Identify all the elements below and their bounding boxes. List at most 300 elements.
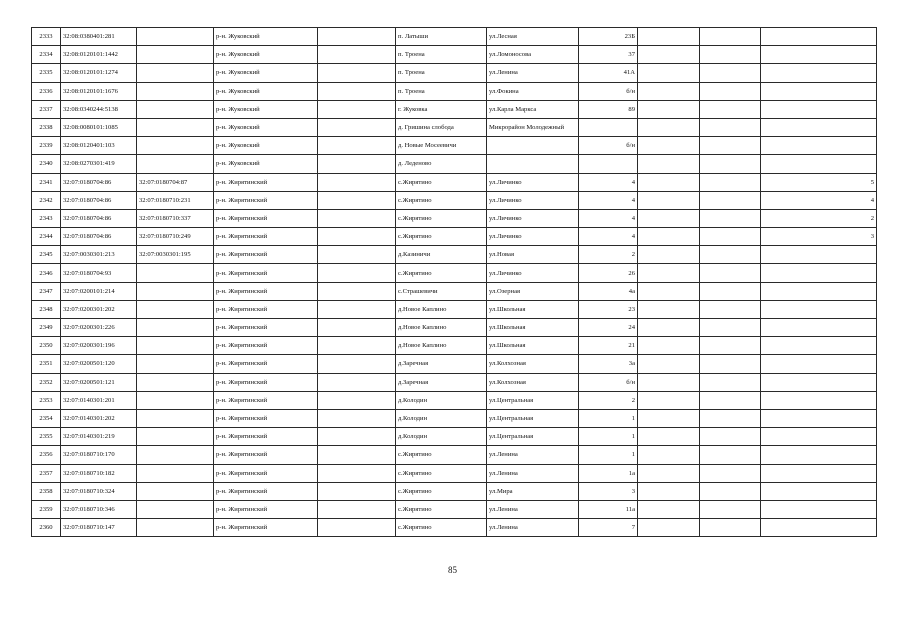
cell-cadastral-number: 32:07:0200501:120: [61, 355, 137, 373]
cell-locality-blank: [318, 428, 396, 446]
table-row: [32, 191, 877, 209]
cell-row-index: 2358: [32, 482, 61, 500]
cell-locality-blank: [318, 391, 396, 409]
cell-settlement: д.Колодин: [396, 428, 487, 446]
cell-street: [487, 137, 579, 155]
cell-cadastral-number: 32:08:0270301:419: [61, 155, 137, 173]
cell-house-number: 2: [579, 246, 638, 264]
cell-cadastral-number-2: [137, 446, 214, 464]
cell-street: ул.Личинко: [487, 173, 579, 191]
cell-cadastral-number: 32:08:0340244:5138: [61, 100, 137, 118]
cell-cadastral-number-2: [137, 100, 214, 118]
cell-district: р-н. Жирятинский: [214, 355, 318, 373]
cell-cadastral-number-2: [137, 300, 214, 318]
cell-locality-blank: [318, 409, 396, 427]
cell-house-number: 1: [579, 409, 638, 427]
table-row: [32, 282, 877, 300]
registry-table: [31, 27, 877, 537]
table-row: [32, 337, 877, 355]
cell-house-number: б/н: [579, 82, 638, 100]
cell-locality-blank: [318, 337, 396, 355]
cell-row-index: 2348: [32, 300, 61, 318]
cell-street: ул.Колхозная: [487, 355, 579, 373]
table-row: [32, 209, 877, 227]
cell-cadastral-number-2: 32:07:0180710:231: [137, 191, 214, 209]
cell-settlement: д.Колодин: [396, 391, 487, 409]
cell-settlement: д.Заречная: [396, 355, 487, 373]
cell-cadastral-number-2: [137, 500, 214, 518]
cell-settlement: с.Жирятино: [396, 191, 487, 209]
cell-street: ул.Озерная: [487, 282, 579, 300]
cell-locality-blank: [318, 64, 396, 82]
cell-district: р-н. Жирятинский: [214, 482, 318, 500]
cell-extra-2: [700, 409, 761, 427]
cell-extra-1: [638, 118, 700, 136]
cell-row-index: 2351: [32, 355, 61, 373]
cell-settlement: д. Новые Мосеевичи: [396, 137, 487, 155]
table-row: [32, 118, 877, 136]
cell-locality-blank: [318, 46, 396, 64]
cell-extra-2: [700, 464, 761, 482]
cell-street: ул.Центральная: [487, 428, 579, 446]
cell-row-index: 2360: [32, 519, 61, 537]
cell-street: ул.Ленина: [487, 500, 579, 518]
cell-house-number: 1: [579, 446, 638, 464]
cell-district: р-н. Жирятинский: [214, 228, 318, 246]
cell-cadastral-number-2: [137, 264, 214, 282]
cell-settlement: с.Жирятино: [396, 228, 487, 246]
cell-house-number: 37: [579, 46, 638, 64]
cell-locality-blank: [318, 155, 396, 173]
cell-extra-2: [700, 137, 761, 155]
cell-locality-blank: [318, 464, 396, 482]
table-row: [32, 228, 877, 246]
cell-cadastral-number-2: 32:07:0180710:337: [137, 209, 214, 227]
cell-extra-3: [761, 319, 877, 337]
cell-house-number: 3а: [579, 355, 638, 373]
cell-district: р-н. Жуковский: [214, 82, 318, 100]
cell-extra-1: [638, 228, 700, 246]
cell-house-number: 1: [579, 428, 638, 446]
cell-row-index: 2346: [32, 264, 61, 282]
cell-extra-2: [700, 246, 761, 264]
cell-settlement: д.Казиничи: [396, 246, 487, 264]
cell-extra-3: [761, 46, 877, 64]
cell-extra-3: [761, 28, 877, 46]
cell-house-number: 4: [579, 228, 638, 246]
cell-extra-2: [700, 282, 761, 300]
cell-street: ул.Карла Маркса: [487, 100, 579, 118]
cell-locality-blank: [318, 82, 396, 100]
table-row: [32, 355, 877, 373]
cell-locality-blank: [318, 118, 396, 136]
cell-house-number: [579, 118, 638, 136]
cell-house-number: 4а: [579, 282, 638, 300]
cell-cadastral-number: 32:07:0180710:147: [61, 519, 137, 537]
cell-row-index: 2333: [32, 28, 61, 46]
cell-district: р-н. Жирятинский: [214, 428, 318, 446]
cell-locality-blank: [318, 100, 396, 118]
table-row: [32, 246, 877, 264]
cell-row-index: 2339: [32, 137, 61, 155]
cell-cadastral-number-2: [137, 137, 214, 155]
cell-extra-1: [638, 100, 700, 118]
cell-cadastral-number: 32:07:0180704:86: [61, 228, 137, 246]
table-row: [32, 428, 877, 446]
cell-house-number: 7: [579, 519, 638, 537]
table-row: [32, 173, 877, 191]
cell-extra-1: [638, 464, 700, 482]
cell-cadastral-number-2: [137, 482, 214, 500]
cell-settlement: с.Жирятино: [396, 500, 487, 518]
cell-row-index: 2338: [32, 118, 61, 136]
cell-cadastral-number: 32:07:0200301:202: [61, 300, 137, 318]
table-row: [32, 464, 877, 482]
cell-extra-2: [700, 391, 761, 409]
cell-settlement: с.Жирятино: [396, 464, 487, 482]
cell-cadastral-number: 32:07:0200501:121: [61, 373, 137, 391]
cell-settlement: г. Жуковка: [396, 100, 487, 118]
cell-extra-2: [700, 319, 761, 337]
cell-cadastral-number-2: [137, 464, 214, 482]
cell-extra-3: [761, 355, 877, 373]
cell-extra-2: [700, 337, 761, 355]
cell-district: р-н. Жирятинский: [214, 246, 318, 264]
cell-street: ул.Ленина: [487, 64, 579, 82]
cell-settlement: п. Троена: [396, 64, 487, 82]
cell-extra-3: [761, 428, 877, 446]
cell-cadastral-number: 32:07:0180710:324: [61, 482, 137, 500]
cell-extra-3: [761, 373, 877, 391]
cell-extra-1: [638, 319, 700, 337]
cell-street: ул.Центральная: [487, 409, 579, 427]
cell-house-number: 41А: [579, 64, 638, 82]
cell-settlement: д.Новое Каплино: [396, 300, 487, 318]
cell-cadastral-number-2: [137, 519, 214, 537]
cell-extra-1: [638, 82, 700, 100]
cell-row-index: 2341: [32, 173, 61, 191]
cell-house-number: 23Б: [579, 28, 638, 46]
cell-cadastral-number: 32:07:0180704:86: [61, 173, 137, 191]
cell-district: р-н. Жирятинский: [214, 446, 318, 464]
cell-street: ул.Личинко: [487, 228, 579, 246]
cell-extra-2: [700, 46, 761, 64]
table-row: [32, 482, 877, 500]
cell-cadastral-number: 32:07:0200301:196: [61, 337, 137, 355]
table-row: [32, 519, 877, 537]
cell-locality-blank: [318, 228, 396, 246]
cell-locality-blank: [318, 519, 396, 537]
cell-street: ул.Личинко: [487, 264, 579, 282]
cell-locality-blank: [318, 246, 396, 264]
cell-cadastral-number-2: 32:07:0030301:195: [137, 246, 214, 264]
cell-cadastral-number: 32:07:0180710:346: [61, 500, 137, 518]
cell-cadastral-number: 32:07:0030301:213: [61, 246, 137, 264]
page-number: 85: [448, 565, 457, 575]
cell-cadastral-number-2: [137, 319, 214, 337]
cell-cadastral-number: 32:08:0120101:1274: [61, 64, 137, 82]
cell-extra-1: [638, 300, 700, 318]
cell-district: р-н. Жуковский: [214, 64, 318, 82]
cell-district: р-н. Жирятинский: [214, 464, 318, 482]
cell-settlement: д.Заречная: [396, 373, 487, 391]
cell-row-index: 2347: [32, 282, 61, 300]
cell-cadastral-number: 32:07:0140301:201: [61, 391, 137, 409]
cell-district: р-н. Жирятинский: [214, 191, 318, 209]
cell-extra-1: [638, 409, 700, 427]
cell-row-index: 2335: [32, 64, 61, 82]
cell-locality-blank: [318, 264, 396, 282]
cell-cadastral-number-2: 32:07:0180704:87: [137, 173, 214, 191]
cell-row-index: 2334: [32, 46, 61, 64]
cell-street: ул.Лесная: [487, 28, 579, 46]
cell-locality-blank: [318, 482, 396, 500]
cell-cadastral-number-2: [137, 155, 214, 173]
cell-settlement: с.Жирятино: [396, 173, 487, 191]
cell-extra-2: [700, 228, 761, 246]
cell-extra-3: [761, 337, 877, 355]
cell-district: р-н. Жирятинский: [214, 409, 318, 427]
cell-cadastral-number: 32:08:0120101:1676: [61, 82, 137, 100]
cell-cadastral-number: 32:08:0080101:1085: [61, 118, 137, 136]
table-row: [32, 82, 877, 100]
cell-extra-3: 3: [761, 228, 877, 246]
cell-extra-1: [638, 519, 700, 537]
cell-settlement: д.Новое Каплино: [396, 337, 487, 355]
cell-locality-blank: [318, 209, 396, 227]
cell-extra-1: [638, 173, 700, 191]
cell-cadastral-number: 32:07:0140301:219: [61, 428, 137, 446]
cell-row-index: 2340: [32, 155, 61, 173]
cell-extra-3: [761, 519, 877, 537]
cell-locality-blank: [318, 500, 396, 518]
cell-extra-3: [761, 464, 877, 482]
cell-extra-3: [761, 282, 877, 300]
cell-settlement: п. Латыши: [396, 28, 487, 46]
cell-extra-1: [638, 500, 700, 518]
cell-extra-3: [761, 137, 877, 155]
cell-cadastral-number-2: [137, 391, 214, 409]
cell-extra-2: [700, 28, 761, 46]
cell-extra-2: [700, 373, 761, 391]
cell-cadastral-number-2: 32:07:0180710:249: [137, 228, 214, 246]
cell-extra-1: [638, 264, 700, 282]
cell-street: ул.Мира: [487, 482, 579, 500]
cell-cadastral-number-2: [137, 28, 214, 46]
cell-extra-3: [761, 446, 877, 464]
cell-row-index: 2355: [32, 428, 61, 446]
cell-house-number: [579, 155, 638, 173]
cell-district: р-н. Жирятинский: [214, 209, 318, 227]
cell-district: р-н. Жуковский: [214, 137, 318, 155]
cell-extra-1: [638, 355, 700, 373]
cell-street: ул.Центральная: [487, 391, 579, 409]
cell-house-number: 24: [579, 319, 638, 337]
cell-extra-2: [700, 209, 761, 227]
cell-extra-2: [700, 155, 761, 173]
cell-street: ул.Ленина: [487, 519, 579, 537]
cell-extra-2: [700, 118, 761, 136]
cell-street: ул.Личинко: [487, 191, 579, 209]
table-row: [32, 64, 877, 82]
cell-street: ул.Фокина: [487, 82, 579, 100]
cell-extra-2: [700, 191, 761, 209]
cell-row-index: 2354: [32, 409, 61, 427]
cell-locality-blank: [318, 373, 396, 391]
cell-street: [487, 155, 579, 173]
cell-house-number: 26: [579, 264, 638, 282]
cell-row-index: 2359: [32, 500, 61, 518]
cell-district: р-н. Жирятинский: [214, 519, 318, 537]
cell-extra-3: [761, 155, 877, 173]
cell-cadastral-number: 32:07:0140301:202: [61, 409, 137, 427]
cell-extra-2: [700, 500, 761, 518]
cell-extra-3: [761, 100, 877, 118]
cell-settlement: с.Жирятино: [396, 482, 487, 500]
cell-house-number: 23: [579, 300, 638, 318]
cell-cadastral-number-2: [137, 64, 214, 82]
cell-locality-blank: [318, 191, 396, 209]
cell-settlement: п. Троена: [396, 46, 487, 64]
cell-extra-2: [700, 173, 761, 191]
cell-extra-3: 4: [761, 191, 877, 209]
cell-cadastral-number-2: [137, 282, 214, 300]
cell-street: ул.Личинко: [487, 209, 579, 227]
cell-district: р-н. Жуковский: [214, 28, 318, 46]
cell-street: ул.Новая: [487, 246, 579, 264]
cell-settlement: с.Жирятино: [396, 264, 487, 282]
cell-extra-1: [638, 482, 700, 500]
cell-extra-2: [700, 82, 761, 100]
cell-extra-2: [700, 100, 761, 118]
cell-row-index: 2352: [32, 373, 61, 391]
cell-settlement: д.Колодин: [396, 409, 487, 427]
cell-street: ул.Ленина: [487, 446, 579, 464]
table-row: [32, 373, 877, 391]
table-row: [32, 155, 877, 173]
cell-extra-3: [761, 482, 877, 500]
table-body: [32, 28, 877, 537]
cell-cadastral-number-2: [137, 82, 214, 100]
cell-extra-1: [638, 137, 700, 155]
cell-settlement: с.Страшевичи: [396, 282, 487, 300]
cell-cadastral-number-2: [137, 46, 214, 64]
cell-row-index: 2353: [32, 391, 61, 409]
cell-settlement: с.Жирятино: [396, 519, 487, 537]
cell-row-index: 2345: [32, 246, 61, 264]
cell-row-index: 2356: [32, 446, 61, 464]
cell-cadastral-number-2: [137, 355, 214, 373]
cell-house-number: 4: [579, 191, 638, 209]
cell-house-number: 21: [579, 337, 638, 355]
cell-cadastral-number: 32:07:0180710:170: [61, 446, 137, 464]
cell-extra-3: [761, 409, 877, 427]
cell-row-index: 2350: [32, 337, 61, 355]
cell-extra-2: [700, 264, 761, 282]
cell-extra-1: [638, 391, 700, 409]
cell-extra-2: [700, 355, 761, 373]
cell-cadastral-number-2: [137, 337, 214, 355]
cell-locality-blank: [318, 446, 396, 464]
cell-extra-1: [638, 28, 700, 46]
cell-row-index: 2336: [32, 82, 61, 100]
cell-row-index: 2342: [32, 191, 61, 209]
cell-extra-3: [761, 64, 877, 82]
cell-street: Микрорайон Молодежный: [487, 118, 579, 136]
cell-extra-3: [761, 118, 877, 136]
cell-extra-3: [761, 500, 877, 518]
cell-extra-1: [638, 246, 700, 264]
cell-street: ул.Колхозная: [487, 373, 579, 391]
cell-cadastral-number-2: [137, 409, 214, 427]
table-row: [32, 46, 877, 64]
cell-cadastral-number-2: [137, 373, 214, 391]
cell-cadastral-number: 32:08:0380401:281: [61, 28, 137, 46]
cell-cadastral-number: 32:07:0180704:86: [61, 191, 137, 209]
table-row: [32, 300, 877, 318]
cell-extra-3: [761, 82, 877, 100]
table-row: [32, 500, 877, 518]
cell-street: ул.Школьная: [487, 300, 579, 318]
cell-house-number: 1а: [579, 464, 638, 482]
table-row: [32, 409, 877, 427]
cell-row-index: 2343: [32, 209, 61, 227]
cell-extra-2: [700, 482, 761, 500]
cell-extra-2: [700, 519, 761, 537]
cell-cadastral-number: 32:07:0180710:182: [61, 464, 137, 482]
cell-extra-3: [761, 300, 877, 318]
cell-extra-1: [638, 191, 700, 209]
cell-district: р-н. Жирятинский: [214, 300, 318, 318]
cell-cadastral-number: 32:07:0180704:93: [61, 264, 137, 282]
cell-district: р-н. Жуковский: [214, 118, 318, 136]
cell-district: р-н. Жирятинский: [214, 337, 318, 355]
table-row: [32, 264, 877, 282]
cell-street: ул.Ленина: [487, 464, 579, 482]
cell-district: р-н. Жуковский: [214, 100, 318, 118]
cell-cadastral-number: 32:08:0120401:103: [61, 137, 137, 155]
cell-district: р-н. Жирятинский: [214, 373, 318, 391]
cell-cadastral-number: 32:07:0180704:86: [61, 209, 137, 227]
cell-locality-blank: [318, 319, 396, 337]
cell-house-number: б/н: [579, 373, 638, 391]
cell-extra-1: [638, 373, 700, 391]
cell-row-index: 2344: [32, 228, 61, 246]
cell-extra-3: 5: [761, 173, 877, 191]
cell-settlement: д.Новое Каплино: [396, 319, 487, 337]
cell-district: р-н. Жирятинский: [214, 282, 318, 300]
table-row: [32, 28, 877, 46]
cell-district: р-н. Жуковский: [214, 155, 318, 173]
cell-house-number: 4: [579, 173, 638, 191]
cell-extra-3: [761, 246, 877, 264]
cell-locality-blank: [318, 28, 396, 46]
cell-extra-1: [638, 282, 700, 300]
table-row: [32, 446, 877, 464]
cell-settlement: с.Жирятино: [396, 209, 487, 227]
cell-extra-3: [761, 391, 877, 409]
cell-district: р-н. Жирятинский: [214, 500, 318, 518]
cell-extra-3: [761, 264, 877, 282]
cell-district: р-н. Жирятинский: [214, 391, 318, 409]
cell-row-index: 2337: [32, 100, 61, 118]
cell-cadastral-number-2: [137, 118, 214, 136]
cell-extra-1: [638, 337, 700, 355]
cell-house-number: 11а: [579, 500, 638, 518]
cell-house-number: 89: [579, 100, 638, 118]
cell-locality-blank: [318, 137, 396, 155]
cell-extra-1: [638, 428, 700, 446]
